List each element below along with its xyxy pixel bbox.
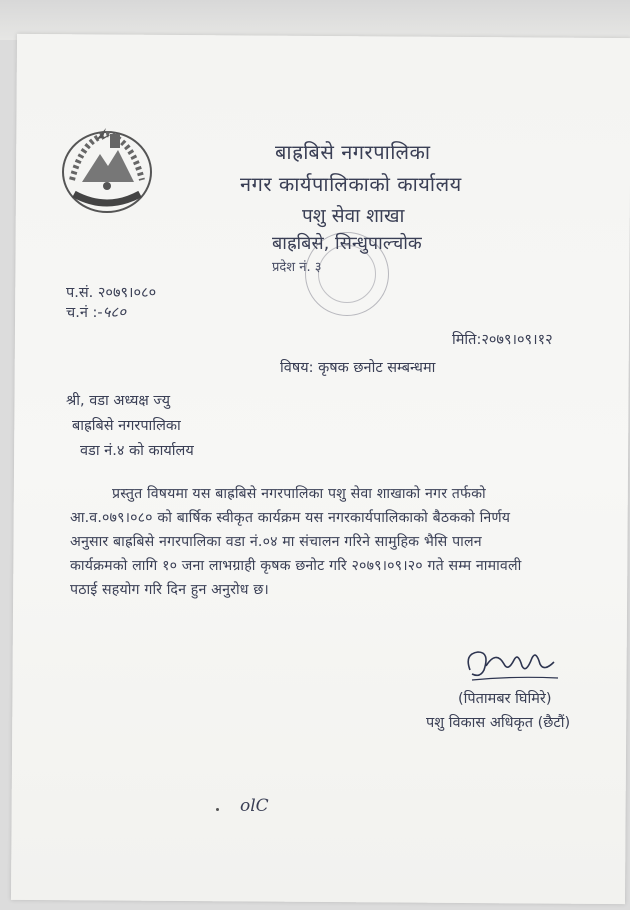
ink-dot: [216, 808, 219, 811]
letterhead-section: पशु सेवा शाखा: [302, 205, 405, 227]
body-line-4: कार्यक्रमको लागि १० जना लाभग्राही कृषक छनोट गरि २०७९।०९।२० गते सम्म नामावली: [70, 558, 522, 574]
signatory-name: (पितामबर घिमिरे): [458, 691, 552, 707]
body-line-2: आ.व.०७९।०८० को बार्षिक स्वीकृत कार्यक्रम यस नगरकार्यपालिकाको बैठकको निर्णय: [70, 510, 511, 526]
dispatch-value: ५८०: [102, 303, 126, 321]
handwritten-note: olC: [240, 796, 269, 816]
office-stamp: [305, 232, 389, 316]
recipient-line-1: श्री, वडा अध्यक्ष ज्यु: [66, 393, 171, 409]
letter-number: प.सं. २०७९।०८०: [66, 285, 157, 301]
body-line-1: प्रस्तुत विषयमा यस बाह्रबिसे नगरपालिका पशु सेवा शाखाको नगर तर्फको: [112, 486, 486, 502]
letterhead-office: नगर कार्यपालिकाको कार्यालय: [240, 172, 462, 196]
body-line-5: पठाई सहयोग गरि दिन हुन अनुरोध छ।: [70, 582, 269, 598]
nepal-emblem-icon: [52, 120, 162, 220]
letter-date: मिति:२०७९।०९।१२: [452, 332, 553, 348]
recipient-line-3: वडा नं.४ को कार्यालय: [80, 443, 194, 459]
letter-subject: विषय: कृषक छनोट सम्बन्धमा: [280, 360, 436, 376]
signature: [462, 640, 562, 688]
signatory-title: पशु विकास अधिकृत (छैटौं): [426, 715, 571, 731]
letterhead-province: प्रदेश नं. ३: [272, 260, 322, 275]
body-line-3: अनुसार बाह्रबिसे नगरपालिका वडा नं.०४ मा संचालन गरिने सामुहिक भैसि पालन: [70, 534, 482, 550]
dispatch-number: [66, 302, 126, 322]
letterhead-municipality: बाह्रबिसे नगरपालिका: [275, 140, 431, 164]
recipient-line-2: बाह्रबिसे नगरपालिका: [72, 418, 181, 434]
dispatch-label: च.नं :-: [66, 305, 103, 321]
letterhead-address: बाह्रबिसे, सिन्धुपाल्चोक: [272, 233, 422, 254]
